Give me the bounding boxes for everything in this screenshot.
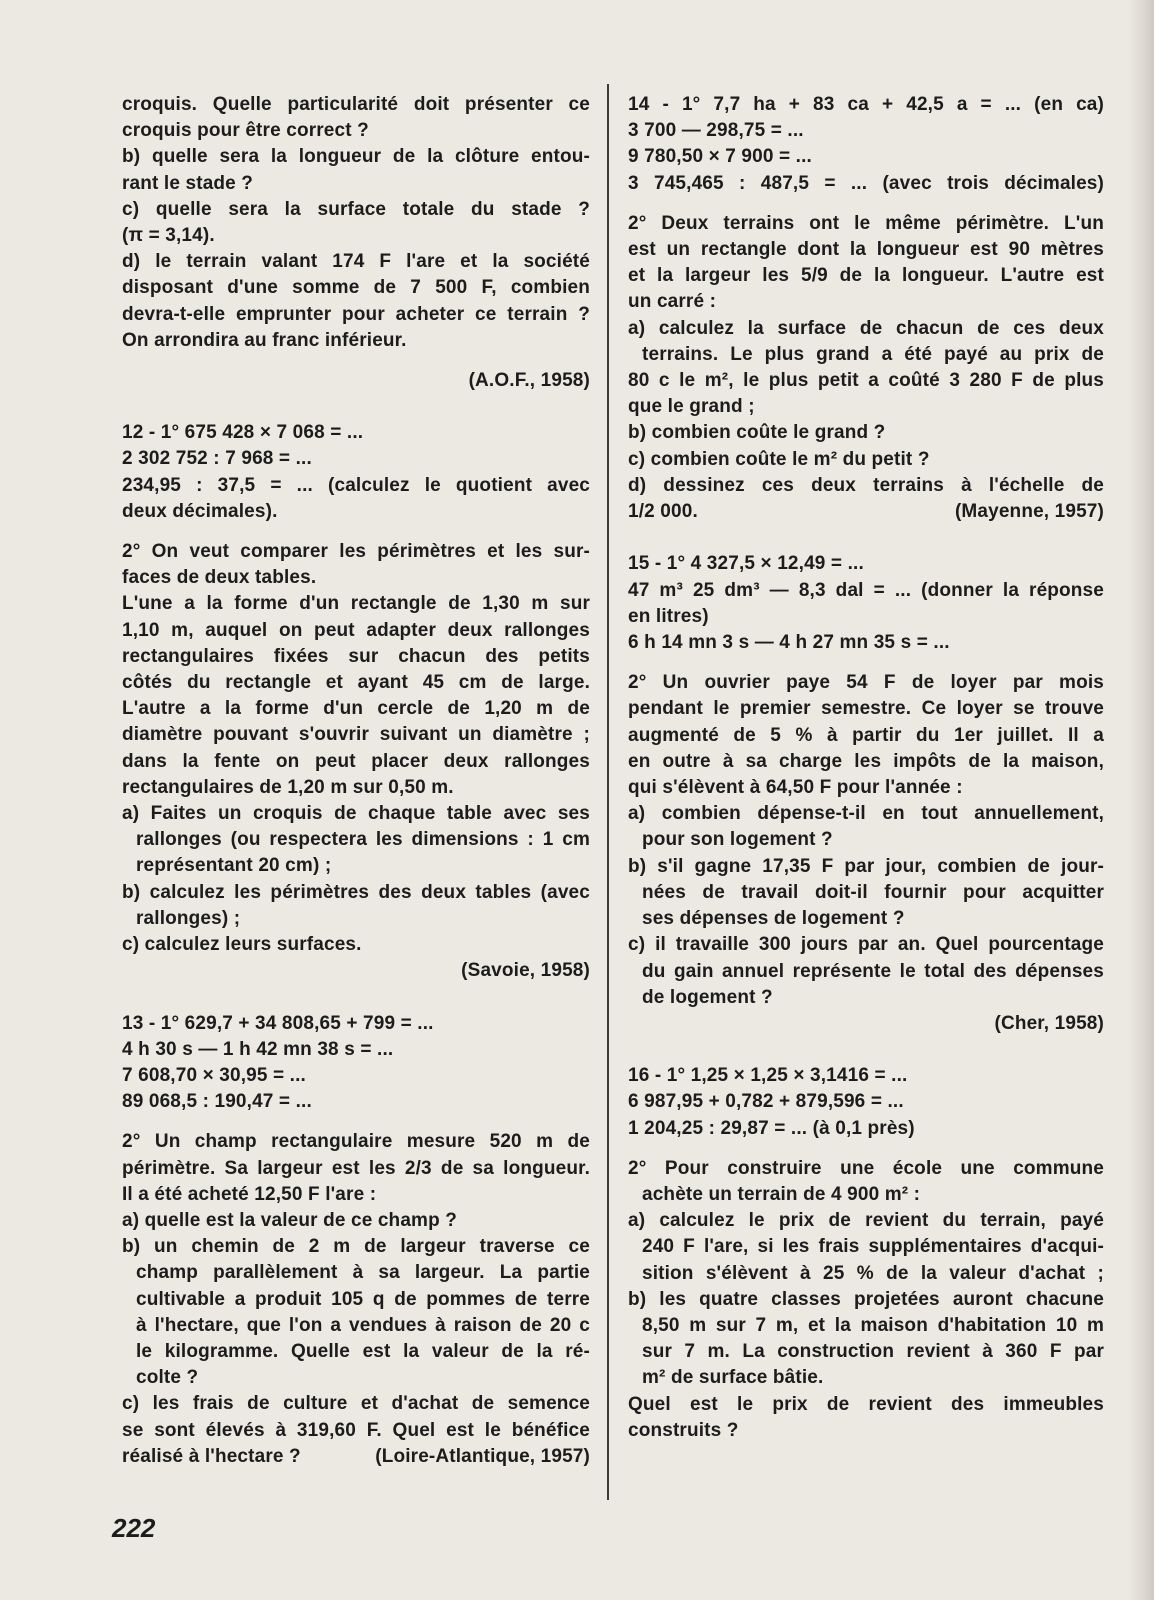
text-line: du gain annuel représente le total des dépenses	[642, 960, 1104, 982]
text-line: ses dépenses de logement ?	[642, 908, 905, 930]
text-line: 1 204,25 : 29,87 = ... (à 0,1 près)	[628, 1117, 915, 1139]
text-line: croquis. Quelle particularité doit présenter ce	[122, 94, 590, 115]
text-line: pour son logement ?	[642, 829, 833, 851]
text-line: terrains. Le plus grand a été payé au prix de	[642, 343, 1104, 365]
text-line: 3 700 — 298,75 = ...	[628, 120, 804, 142]
text-line: le kilogramme. Quelle est la valeur de la ré-	[136, 1340, 590, 1362]
text-line: cultivable a produit 105 q de pommes de terre	[136, 1288, 590, 1310]
text-line: c) calculez leurs surfaces.	[122, 934, 362, 956]
text-line: c) il travaille 300 jours par an. Quel pourcentage	[628, 934, 1104, 956]
text-line: représentant 20 cm) ;	[136, 855, 332, 877]
text-line: à l'hectare, que l'on a vendues à raison de 20 c	[136, 1314, 590, 1336]
exam-source: (Loire-Atlantique, 1957)	[375, 1445, 590, 1467]
text-line: 6 h 14 mn 3 s — 4 h 27 mn 35 s = ...	[628, 632, 950, 654]
problem-13-heading: 13 - 1° 629,7 + 34 808,65 + 799 = ...	[122, 1012, 434, 1034]
text-line: 7 608,70 × 30,95 = ...	[122, 1064, 306, 1086]
text-line: qui s'élèvent à 64,50 F pour l'année :	[628, 777, 963, 799]
text-line: Il a été acheté 12,50 F l'are :	[122, 1183, 377, 1205]
exam-source: (A.O.F., 1958)	[468, 370, 590, 392]
text-line: a) Faites un croquis de chaque table avec ses	[122, 803, 590, 825]
text-line: 2° Un champ rectangulaire mesure 520 m de	[122, 1131, 590, 1153]
text-line: en litres)	[628, 605, 709, 627]
text-line: nées de travail doit-il fournir pour acquitter	[642, 881, 1104, 903]
text-line: champ parallèlement à sa largeur. La partie	[136, 1262, 590, 1284]
text-line: rallonges (ou respectera les dimensions : 1 cm	[136, 829, 590, 851]
text-line: croquis pour être correct ?	[122, 120, 369, 142]
text-line: deux décimales).	[122, 500, 278, 522]
text-line: construits ?	[628, 1419, 739, 1441]
right-column	[628, 92, 1104, 1444]
text-line: et la largeur les 5/9 de la longueur. L'autre est	[628, 265, 1104, 287]
text-line: 80 c le m², le plus petit a coûté 3 280 F de plus	[628, 370, 1104, 392]
text-line: a) quelle est la valeur de ce champ ?	[122, 1209, 458, 1231]
page-number: 222	[112, 1513, 156, 1543]
text-line: c) quelle sera la surface totale du stade ?	[122, 198, 590, 220]
text-line: b) un chemin de 2 m de largeur traverse ce	[122, 1236, 590, 1258]
text-line: colte ?	[136, 1367, 199, 1389]
text-line: a) combien dépense-t-il en tout annuellement,	[628, 803, 1104, 825]
text-line: a) calculez le prix de revient du terrain, payé	[628, 1210, 1104, 1232]
exam-source: (Savoie, 1958)	[461, 960, 590, 982]
text-line: dans la fente on peut placer deux rallonges	[122, 750, 590, 772]
text-line: d) le terrain valant 174 F l'are et la société	[122, 251, 590, 273]
text-line: 2° Pour construire une école une commune	[628, 1157, 1104, 1179]
text-line: rant le stade ?	[122, 172, 254, 194]
text-line: m² de surface bâtie.	[642, 1367, 824, 1389]
text-line: c) les frais de culture et d'achat de semence	[122, 1393, 590, 1415]
text-line: 2° Un ouvrier paye 54 F de loyer par mois	[628, 672, 1104, 694]
text-line: 9 780,50 × 7 900 = ...	[628, 146, 812, 168]
text-line: sition s'élèvent à 25 % de la valeur d'achat ;	[642, 1262, 1104, 1284]
text-line: un carré :	[628, 291, 717, 313]
text-line: pendant le premier semestre. Ce loyer se trouve	[628, 698, 1104, 720]
text-line: 2° On veut comparer les périmètres et les sur-	[122, 541, 590, 563]
text-line: b) combien coûte le grand ?	[628, 422, 886, 444]
text-line: L'autre a la forme d'un cercle de 1,20 m de	[122, 698, 590, 720]
text-line: 240 F l'are, si les frais supplémentaires d'acqui-	[642, 1236, 1104, 1258]
text-line: est un rectangle dont la longueur est 90 mètres	[628, 239, 1104, 261]
column-divider	[607, 84, 609, 1500]
text-line: b) s'il gagne 17,35 F par jour, combien de jour-	[628, 855, 1104, 877]
text-line: 8,50 m sur 7 m, et la maison d'habitation 10 m	[642, 1314, 1104, 1336]
text-line: de logement ?	[642, 986, 773, 1008]
text-line: que le grand ;	[628, 396, 755, 418]
text-line: 3 745,465 : 487,5 = ... (avec trois décimales)	[628, 172, 1104, 194]
text-line: (π = 3,14).	[122, 225, 215, 247]
text-line: 2 302 752 : 7 968 = ...	[122, 448, 312, 470]
text-line: rectangulaires fixées sur chacun des petits	[122, 645, 590, 667]
text-line: 89 068,5 : 190,47 = ...	[122, 1091, 312, 1113]
problem-15-heading: 15 - 1° 4 327,5 × 12,49 = ...	[628, 553, 864, 575]
text-line: disposant d'une somme de 7 500 F, combien	[122, 277, 590, 299]
text-line: c) combien coûte le m² du petit ?	[628, 448, 930, 470]
problem-12-heading: 12 - 1° 675 428 × 7 068 = ...	[122, 422, 364, 444]
text-line: 2° Deux terrains ont le même périmètre. L'un	[628, 212, 1104, 234]
text-line: L'une a la forme d'un rectangle de 1,30 m sur	[122, 593, 590, 615]
text-line: se sont élevés à 319,60 F. Quel est le bénéfice	[122, 1419, 590, 1441]
text-line: b) calculez les périmètres des deux tables (avec	[122, 881, 590, 903]
text-line: 6 987,95 + 0,782 + 879,596 = ...	[628, 1091, 904, 1113]
text-line: 234,95 : 37,5 = ... (calculez le quotient avec	[122, 474, 590, 496]
text-line: devra-t-elle emprunter pour acheter ce terrain ?	[122, 303, 590, 325]
text-line: 1,10 m, auquel on peut adapter deux rallonges	[122, 619, 590, 641]
text-line: 1/2 000.	[628, 501, 698, 523]
text-line: périmètre. Sa largeur est les 2/3 de sa longueur.	[122, 1157, 590, 1179]
text-line: On arrondira au franc inférieur.	[122, 329, 407, 351]
text-line: b) quelle sera la longueur de la clôture entou-	[122, 146, 590, 168]
page-edge-shadow	[1128, 0, 1154, 1600]
text-line: côtés du rectangle et ayant 45 cm de large.	[122, 672, 590, 694]
problem-14-heading: 14 - 1° 7,7 ha + 83 ca + 42,5 a = ... (en ca)	[628, 94, 1104, 115]
text-line: b) les quatre classes projetées auront chacune	[628, 1288, 1104, 1310]
text-line: réalisé à l'hectare ?	[122, 1445, 301, 1467]
text-line: achète un terrain de 4 900 m² :	[642, 1183, 921, 1205]
text-line: Quel est le prix de revient des immeubles	[628, 1393, 1104, 1415]
exam-source: (Cher, 1958)	[994, 1012, 1104, 1034]
left-column	[122, 92, 590, 1470]
text-line: d) dessinez ces deux terrains à l'échelle de	[628, 474, 1104, 496]
text-line: rectangulaires de 1,20 m sur 0,50 m.	[122, 776, 454, 798]
text-line: 4 h 30 s — 1 h 42 mn 38 s = ...	[122, 1038, 394, 1060]
exam-source: (Mayenne, 1957)	[954, 501, 1104, 523]
text-line: augmenté de 5 % à partir du 1er juillet. Il a	[628, 724, 1104, 746]
text-line: rallonges) ;	[136, 907, 241, 929]
text-line: sur 7 m. La construction revient à 360 F par	[642, 1341, 1104, 1363]
text-line: a) calculez la surface de chacun de ces deux	[628, 317, 1104, 339]
text-line: faces de deux tables.	[122, 567, 317, 589]
text-line: en outre à sa charge les impôts de la maison,	[628, 750, 1104, 772]
problem-16-heading: 16 - 1° 1,25 × 1,25 × 3,1416 = ...	[628, 1065, 908, 1087]
text-line: 47 m³ 25 dm³ — 8,3 dal = ... (donner la réponse	[628, 579, 1104, 601]
text-line: diamètre pouvant s'ouvrir suivant un diamètre ;	[122, 724, 590, 746]
